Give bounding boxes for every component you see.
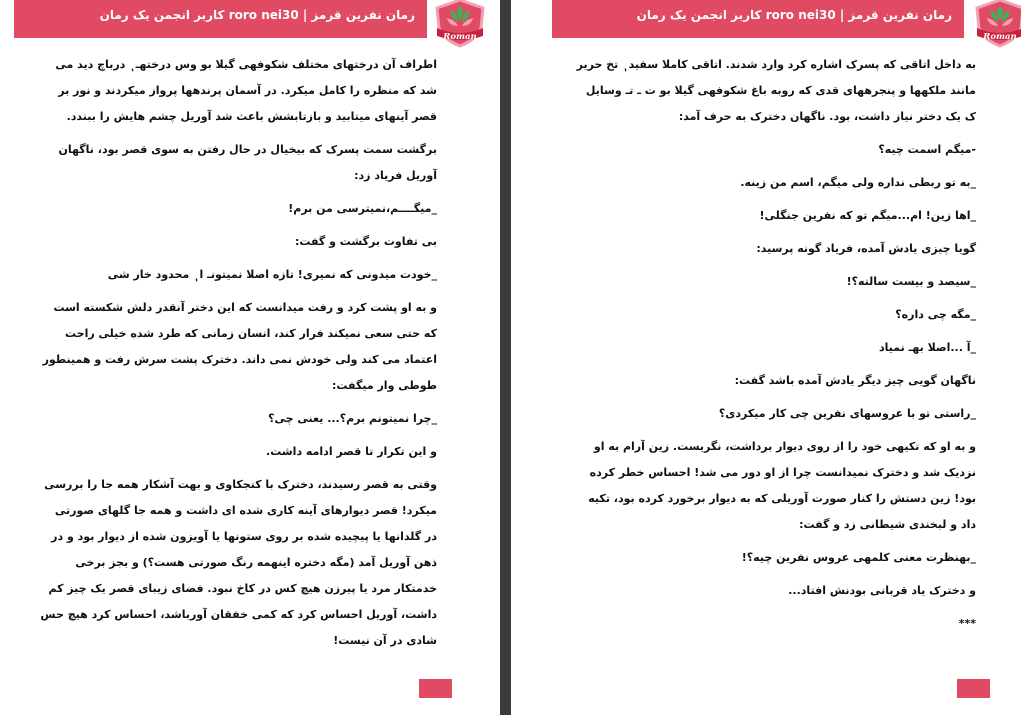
paragraph: _خودت میدونی که نمیری! تازه اصلا نمیتونـ ا ٖ محدود خار شی (107, 268, 437, 281)
paragraph: برگشت سمت پسرک که بیخیال در حال رفتن به سوی قصر بود، ناگهان آوریل فریاد زد: (58, 143, 437, 182)
paragraph: -میگم اسمت چیه؟ (878, 143, 976, 156)
paragraph: _بهنظرت معنی کلمهی عروس نفرین چیه؟! (741, 551, 976, 564)
left-page-text (40, 52, 437, 661)
paragraph: *** (958, 617, 976, 630)
paragraph: و دخترک یاد قربانی بودنش افتاد... (788, 584, 976, 597)
book-gutter (500, 0, 511, 715)
page-number-tab (419, 679, 452, 698)
paragraph: به داخل اتاقی که پسرک اشاره کرد وارد شدند. اتاقی کاملا سفید ٖ تخ حریر مانند ملکهها و پنجرههای قدی که روبه باغ شکوفهی گیلا بو ت ـ تـ وسایل ک یک دختر نیاز داشت، بود. ناگهان دخترک به حرف آمد: (576, 58, 976, 123)
logo-word: Roman (443, 32, 477, 42)
paragraph: گویا چیزی یادش آمده، فریاد گونه پرسید: (756, 242, 976, 255)
header-title: رمان نفرین قرمز | roro nei30 کاربر انجمن یک رمان (99, 8, 415, 22)
paragraph: _راستی تو با عروسهای نفرین چی کار میکردی؟ (718, 407, 976, 420)
paragraph: _به تو ربطی نداره ولی میگم، اسم من زینه. (740, 176, 976, 189)
paragraph: _مگه چی داره؟ (895, 308, 976, 321)
paragraph: وقتی به قصر رسیدند، دخترک با کنجکاوی و بهت آشکار همه جا را بررسی میکرد! قصر دیوارهای آینه کاری شده ای داشت و همه جا گلهای صورتی در گلدانها یا پیچیده شده بر روی ستونها یا آویزون شده از دیوار بود و در ذهن آوریل آمد (مگه دختره اینهمه رنگ صورتی هست؟) و بجز برخی خدمتکار مرد یا پیرزن هیچ کس در کاخ نبود. فضای زیبای قصر یک چیز کم داشت، آوریل احساس کرد که کمی خفقان آورباشد، احساس کرد هیچ حس شادی در آن نیست! (40, 478, 437, 647)
paragraph: و به او که تکیهی خود را از روی دیوار برداشت، نگریست. زین آرام به او نزدیک شد و دخترک نمیدانست چرا از او دور می شد! احساس خطر کرده بود! زین دستش را کنار صورت آوریلی که به دیوار برخورد کرده بود، تکیه داد و لبخندی شیطانی زد و گفت: (588, 440, 976, 531)
paragraph: بی تفاوت برگشت و گفت: (294, 235, 437, 248)
logo-word: Roman (983, 32, 1017, 42)
paragraph: اطراف آن درختهای مختلف شکوفهی گیلا بو وس درختهـ ٖ درباچ دید می شد که منظره را کامل میکرد. در آسمان پرندهها پرواز میکردند و نور بر قصر آینهای میتابید و بازتابشش باعث شد آوریل چشم هایش را ببندد. (55, 58, 437, 123)
page-header-bar (552, 0, 964, 38)
right-page (511, 0, 1021, 715)
paragraph: _چرا نمیتونم برم؟... یعنی چی؟ (268, 412, 437, 425)
page-header-bar (14, 0, 427, 38)
paragraph: _اها زین! ام...میگم تو که نفرین جنگلی! (759, 209, 976, 222)
page-number-tab (957, 679, 990, 698)
roman-logo-icon (971, 0, 1021, 48)
paragraph: _آ ...اصلا بهـ نمیاد (879, 341, 976, 354)
paragraph: _سیصد و بیست سالته؟! (846, 275, 976, 288)
paragraph: و این تکرار تا قصر ادامه داشت. (266, 445, 437, 458)
paragraph: و به او پشت کرد و رفت میدانست که این دختر آنقدر دلش شکسته است که حتی سعی نمیکند فرار کند، انسان زمانی که طرد شده خیلی راحت اعتماد می کند ولی خودش نمی داند. دخترک پشت سرش رفت و همینطور طوطی وار میگفت: (42, 301, 437, 392)
header-title: رمان نفرین قرمز | roro nei30 کاربر انجمن یک رمان (636, 8, 952, 22)
right-page-text (573, 52, 976, 644)
paragraph: ناگهان گویی چیز دیگر یادش آمده باشد گفت: (734, 374, 976, 387)
left-page (0, 0, 500, 715)
roman-logo-icon (431, 0, 489, 48)
paragraph: _میگــــم،نمیترسی من برم! (288, 202, 437, 215)
